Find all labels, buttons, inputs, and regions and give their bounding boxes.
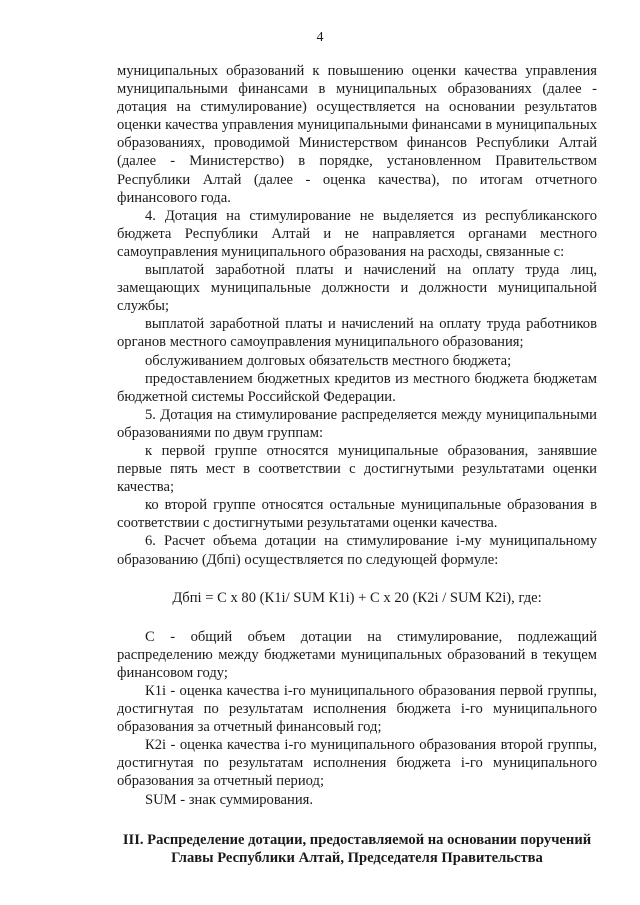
paragraph-continuation: муниципальных образований к повышению оценки качества управления муниципальными финансами в муниципальных образованиях (далее - дотация на стимулирование) осуществляется на основании результатов оценки качества управления муниципальными финансами в муниципальных образованиях, проводимой Министерством финансов Республики Алтай (далее - Министерство) в порядке, установленном Правительством Республики Алтай (далее - оценка качества), по итогам отчетного финансового года. (117, 63, 597, 206)
page-number: 4 (316, 30, 324, 45)
paragraph-item-6: 6. Расчет объема дотации на стимулирование i-му муниципальному образованию (Дбпi) осуществляется по следующей формуле: (117, 533, 597, 568)
paragraph-item-5: 5. Дотация на стимулирование распределяется между муниципальными образованиями по двум группам: (117, 406, 597, 441)
paragraph-sub-item: выплатой заработной платы и начислений на оплату труда работников органов местного самоуправления муниципального образования; (117, 316, 597, 351)
paragraph-item-4: 4. Дотация на стимулирование не выделяется из республиканского бюджета Республики Алтай и не направляется органами местного самоуправления муниципального образования на расходы, связанные с: (117, 207, 597, 260)
definition-sum: SUM - знак суммирования. (145, 791, 313, 808)
paragraph-sub-item: к первой группе относятся муниципальные образования, занявшие первые пять мест в соответствии с достигнутыми результатами оценки качества; (117, 442, 597, 496)
paragraph-sub-item: предоставлением бюджетных кредитов из местного бюджета бюджетам бюджетной системы Российской Федерации. (117, 370, 597, 405)
definition-c: C - общий объем дотации на стимулирование, подлежащий распределению между бюджетами муниципальных образований в текущем финансовом году; (117, 628, 597, 681)
formula: Дбпi = C x 80 (К1i/ SUM К1i) + C x 20 (К2i / SUM К2i), где: (172, 589, 542, 606)
definition-k1i: К1i - оценка качества i-го муниципального образования первой группы, достигнутая по результатам исполнения бюджета i-го муниципального образования за отчетный финансовый год; (117, 683, 597, 736)
paragraph-sub-item: выплатой заработной платы и начислений на оплату труда лиц, замещающих муниципальные должности и должности муниципальной службы; (117, 262, 597, 315)
section-heading: III. Распределение дотации, предоставляемой на основании поручений Главы Республики Алтай, Председателя Правительства (122, 831, 592, 866)
definition-k2i: К2i - оценка качества i-го муниципального образования второй группы, достигнутая по результатам исполнения бюджета i-го муниципального образования за отчетный период; (117, 737, 597, 790)
paragraph-sub-item: обслуживанием долговых обязательств местного бюджета; (145, 352, 512, 369)
paragraph-sub-item: ко второй группе относятся остальные муниципальные образования в соответствии с достигнутыми результатами оценки качества. (117, 497, 597, 532)
document-body (117, 62, 597, 867)
